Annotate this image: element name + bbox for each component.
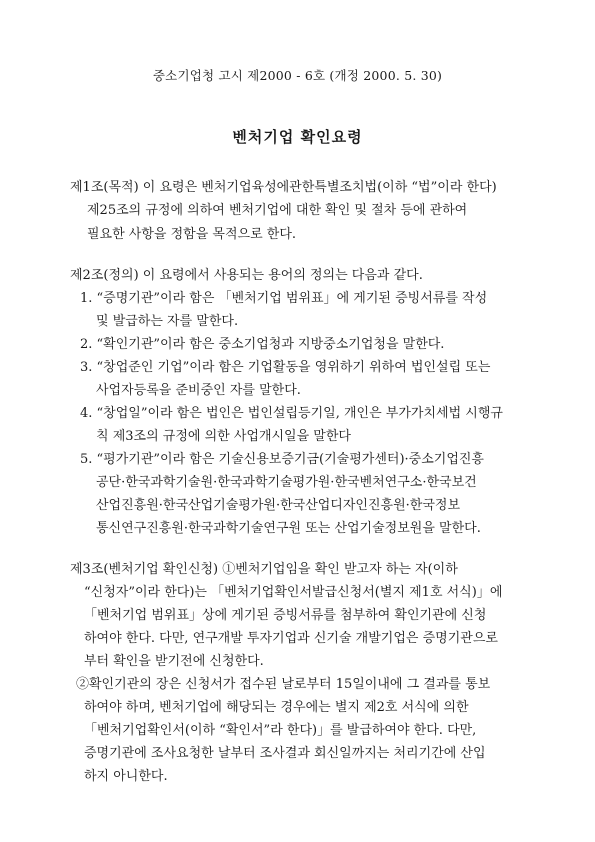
article3-line: 하여야 한다. 다만, 연구개발 투자기업과 신기술 개발기업은 증명기관으로 — [84, 631, 498, 646]
article1-line: 제1조(목적) 이 요령은 벤처기업육성에관한특별조치법(이하 “법”이라 한다) — [70, 180, 497, 195]
article2-item: 3. “창업준인 기업”이라 함은 기업활동을 영위하기 위하여 법인설립 또는 — [80, 360, 491, 375]
article2-item-cont: 및 발급하는 자를 말한다. — [96, 314, 239, 329]
article2-line: 제2조(정의) 이 요령에서 사용되는 용어의 정의는 다음과 같다. — [70, 268, 423, 283]
article3-line: 하여야 하며, 벤처기업에 해당되는 경우에는 별지 제2호 서식에 의한 — [84, 700, 469, 715]
article3-line: 「벤처기업 범위표」상에 게기된 증빙서류를 첨부하여 확인기관에 신청 — [84, 608, 487, 623]
article3-line: 증명기관에 조사요청한 날부터 조사결과 회신일까지는 처리기간에 산입 — [84, 746, 486, 761]
article1-line: 필요한 사항을 정함을 목적으로 한다. — [87, 227, 297, 242]
article3-line: 부터 확인을 받기전에 신청한다. — [84, 654, 264, 669]
article1-line: 제25조의 규정에 의하여 벤처기업에 대한 확인 및 절차 등에 관하여 — [87, 203, 468, 218]
article2-item-cont: 사업자등록을 준비중인 자를 말한다. — [96, 383, 301, 398]
document-title: 벤처기업 확인요령 — [232, 128, 363, 146]
article3-line: 「벤처기업확인서(이하 “확인서”라 한다)」를 발급하여야 한다. 다만, — [84, 723, 477, 738]
article3-line: “신청자”이라 한다)는 「벤처기업확인서발급신청서(별지 제1호 서식)」에 — [84, 585, 503, 600]
article3-line: ②확인기관의 장은 신청서가 접수된 날로부터 15일이내에 그 결과를 통보 — [76, 677, 491, 692]
article2-item-cont: 산업진흥원·한국산업기술평가원·한국산업디자인진흥원·한국정보 — [96, 498, 461, 513]
article3-line: 하지 아니한다. — [84, 769, 168, 784]
notice-header: 중소기업청 고시 제2000 - 6호 (개정 2000. 5. 30) — [152, 68, 443, 83]
article2-item: 1. “증명기관”이라 함은 「벤처기업 범위표」에 게기된 증빙서류를 작성 — [80, 291, 488, 306]
article2-item-cont: 공단·한국과학기술원·한국과학기술평가원·한국벤처연구소·한국보건 — [96, 475, 477, 490]
article2-item-cont: 통신연구진흥원·한국과학기술연구원 또는 산업기술정보원을 말한다. — [96, 521, 481, 536]
article3-line: 제3조(벤처기업 확인신청) ①벤처기업임을 확인 받고자 하는 자(이하 — [70, 562, 458, 577]
article2-item: 2. “확인기관”이라 함은 중소기업청과 지방중소기업청을 말한다. — [80, 337, 445, 352]
article2-item-cont: 칙 제3조의 규정에 의한 사업개시일을 말한다 — [96, 429, 351, 444]
article2-item: 4. “창업일”이라 함은 법인은 법인설립등기일, 개인은 부가가치세법 시행규 — [80, 406, 503, 421]
article2-item: 5. “평가기관”이라 함은 기술신용보증기금(기술평가센터)·중소기업진흥 — [80, 452, 484, 467]
